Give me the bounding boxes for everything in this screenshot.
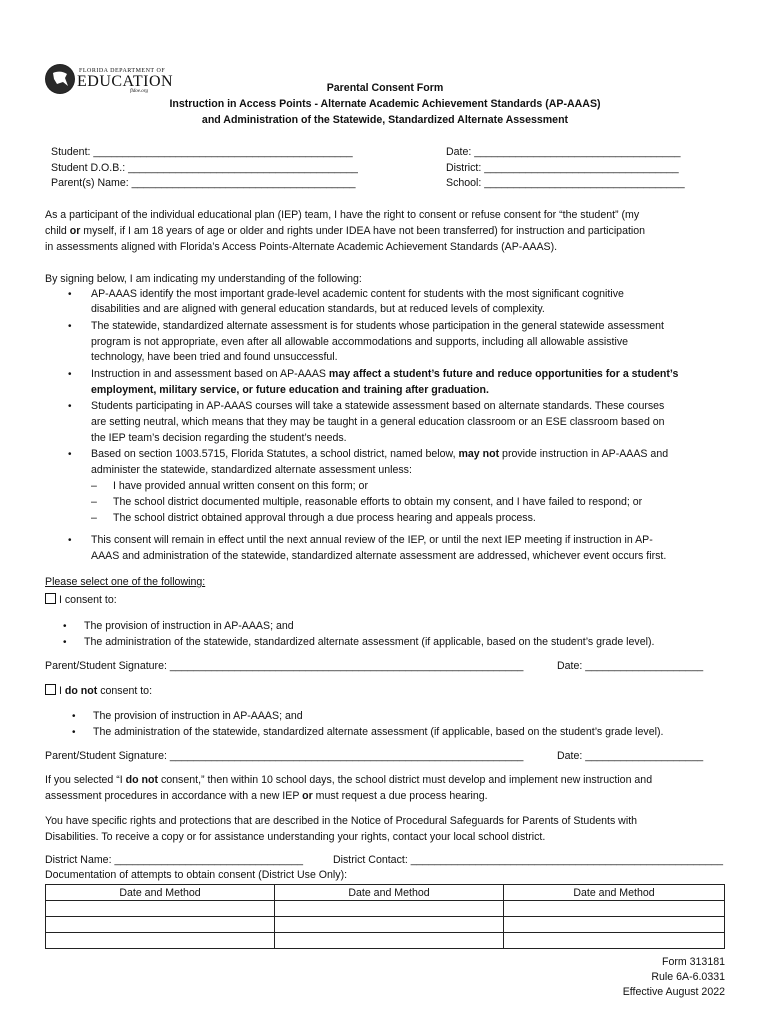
- form-subtitle-1: Instruction in Access Points - Alternate Academic Achievement Standards (AP-AAAS): [169, 98, 601, 110]
- form-number: Form 313181: [661, 956, 725, 968]
- sub-item-3: The school district obtained approval through a due process hearing and appeals process.: [113, 512, 536, 524]
- signature-field-2[interactable]: Parent/Student Signature: ____________________________________________________________: [45, 750, 524, 762]
- bullet-4-line-1: Students participating in AP-AAAS courses will take a statewide assessment based on alternate standards. These courses: [91, 400, 665, 412]
- table-row: [46, 917, 725, 933]
- consent-checkbox[interactable]: [45, 593, 56, 604]
- form-subtitle-2: and Administration of the Statewide, Standardized Alternate Assessment: [201, 114, 569, 126]
- effective-date: Effective August 2022: [622, 986, 725, 998]
- intro-line-2: child or myself, if I am 18 years of age or older and rights under IDEA have not been transferred) for instruction and participation: [45, 225, 646, 237]
- table-cell[interactable]: [275, 917, 504, 933]
- table-header: Date and Method: [504, 885, 725, 901]
- school-field[interactable]: School: __________________________________: [446, 177, 685, 189]
- intro-line-3: in assessments aligned with Florida’s Access Points-Alternate Academic Achievement Standards (AP-AAAS).: [45, 241, 558, 253]
- bullet-3-line-1: Instruction in and assessment based on AP-AAAS may affect a student’s future and reduce opportunities for a student’s: [91, 368, 679, 380]
- bullet: •: [68, 321, 72, 332]
- form-title: Parental Consent Form: [326, 82, 444, 94]
- bullet: •: [68, 401, 72, 412]
- bullet: •: [72, 711, 76, 722]
- understanding-lead: By signing below, I am indicating my understanding of the following:: [45, 273, 362, 285]
- signature-date-2[interactable]: Date: ____________________: [557, 750, 704, 762]
- closing-p1-line-1: If you selected “I do not consent,” then within 10 school days, the school district must develop and implement new instruction and: [45, 774, 653, 786]
- intro-line-1: As a participant of the individual educational plan (IEP) team, I have the right to consent or refuse consent for “the student” (my: [45, 209, 640, 221]
- table-row: [46, 901, 725, 917]
- no-consent-item-2: The administration of the statewide, standardized alternate assessment (if applicable, based on the student’s grade level).: [93, 726, 664, 738]
- table-cell[interactable]: [275, 901, 504, 917]
- table-header: Date and Method: [46, 885, 275, 901]
- dash: –: [91, 496, 97, 508]
- consent-item-2: The administration of the statewide, standardized alternate assessment (if applicable, based on the student’s grade level).: [84, 636, 655, 648]
- signature-date-1[interactable]: Date: ____________________: [557, 660, 704, 672]
- parent-name-field[interactable]: Parent(s) Name: ______________________________________: [51, 177, 356, 189]
- documentation-table: [45, 884, 725, 949]
- date-field[interactable]: Date: ___________________________________: [446, 146, 681, 158]
- bullet-4-line-3: the IEP team’s decision regarding the student’s needs.: [91, 432, 347, 444]
- bullet: •: [68, 449, 72, 460]
- bullet: •: [72, 727, 76, 738]
- bullet: •: [68, 369, 72, 380]
- consent-option[interactable]: [45, 593, 117, 609]
- bullet-1-line-1: AP-AAAS identify the most important grade-level academic content for students with the most significant cognitive: [91, 288, 624, 300]
- logo-line1: FLORIDA DEPARTMENT OF: [79, 68, 166, 74]
- bullet-6-line-2: AAAS and administration of the statewide, standardized alternate assessment are addressed, whichever event occurs first.: [91, 550, 667, 562]
- dash: –: [91, 512, 97, 524]
- table-header-row: [46, 885, 725, 901]
- table-cell[interactable]: [46, 917, 275, 933]
- signature-field-1[interactable]: Parent/Student Signature: ____________________________________________________________: [45, 660, 524, 672]
- bullet-5-line-2: administer the statewide, standardized alternate assessment unless:: [91, 464, 412, 476]
- district-name-field[interactable]: District Name: ________________________________: [45, 854, 303, 866]
- no-consent-item-1: The provision of instruction in AP-AAAS; and: [93, 710, 303, 722]
- closing-p1-line-2: assessment procedures in accordance with a new IEP or must request a due process hearing.: [45, 790, 488, 802]
- table-cell[interactable]: [46, 933, 275, 949]
- bullet-2-line-1: The statewide, standardized alternate assessment is for students whose participation in the general statewide assessment: [91, 320, 664, 332]
- no-consent-option[interactable]: I do not consent to:: [45, 684, 152, 700]
- logo-line2: EDUCATION: [77, 73, 174, 90]
- no-consent-checkbox[interactable]: [45, 684, 56, 695]
- table-cell[interactable]: [504, 933, 725, 949]
- rule-number: Rule 6A-6.0331: [651, 971, 725, 983]
- documentation-heading: Documentation of attempts to obtain consent (District Use Only):: [45, 869, 348, 881]
- closing-p2-line-1: You have specific rights and protections that are described in the Notice of Procedural Safeguards for Parents of Students with: [45, 815, 638, 827]
- bullet-3-line-2: employment, military service, or future education and training after graduation.: [91, 384, 489, 396]
- bullet-2-line-3: technology, have been tried and found unsuccessful.: [91, 351, 338, 363]
- student-field[interactable]: Student: ____________________________________________: [51, 146, 353, 158]
- table-header: Date and Method: [275, 885, 504, 901]
- sub-item-1: I have provided annual written consent on this form; or: [113, 480, 368, 492]
- bullet: •: [68, 289, 72, 300]
- table-row: [46, 933, 725, 949]
- table-cell[interactable]: [504, 901, 725, 917]
- logo-line3: fldoe.org: [130, 89, 149, 94]
- bullet-5-line-1: Based on section 1003.5715, Florida Statutes, a school district, named below, may not provide instruction in AP-AAAS and: [91, 448, 669, 460]
- table-cell[interactable]: [504, 917, 725, 933]
- bullet-2-line-2: program is not appropriate, even after all allowable accommodations and supports, including all allowable assistive: [91, 336, 629, 348]
- bullet: •: [68, 535, 72, 546]
- table-cell[interactable]: [46, 901, 275, 917]
- closing-p2-line-2: Disabilities. To receive a copy or for assistance understanding your rights, contact your local school district.: [45, 831, 546, 843]
- select-heading: Please select one of the following:: [45, 576, 206, 588]
- dob-field[interactable]: Student D.O.B.: _______________________________________: [51, 162, 358, 174]
- bullet: •: [63, 637, 67, 648]
- bullet-4-line-2: are setting neutral, which means that they may be taught in a general education classroom or an ESE classroom based on: [91, 416, 665, 428]
- bullet-6-line-1: This consent will remain in effect until the next annual review of the IEP, or until the next IEP meeting if instruction in AP-: [91, 534, 653, 546]
- sub-item-2: The school district documented multiple, reasonable efforts to obtain my consent, and I have failed to respond; or: [113, 496, 643, 508]
- bullet: •: [63, 621, 67, 632]
- dash: –: [91, 480, 97, 492]
- table-cell[interactable]: [275, 933, 504, 949]
- bullet-1-line-2: disabilities and are aligned with general education standards, but at reduced levels of complexity.: [91, 303, 545, 315]
- consent-item-1: The provision of instruction in AP-AAAS; and: [84, 620, 294, 632]
- district-contact-field[interactable]: District Contact: _____________________________________________________: [333, 854, 723, 866]
- district-field[interactable]: District: _________________________________: [446, 162, 679, 174]
- consent-label: I consent to:: [59, 594, 117, 606]
